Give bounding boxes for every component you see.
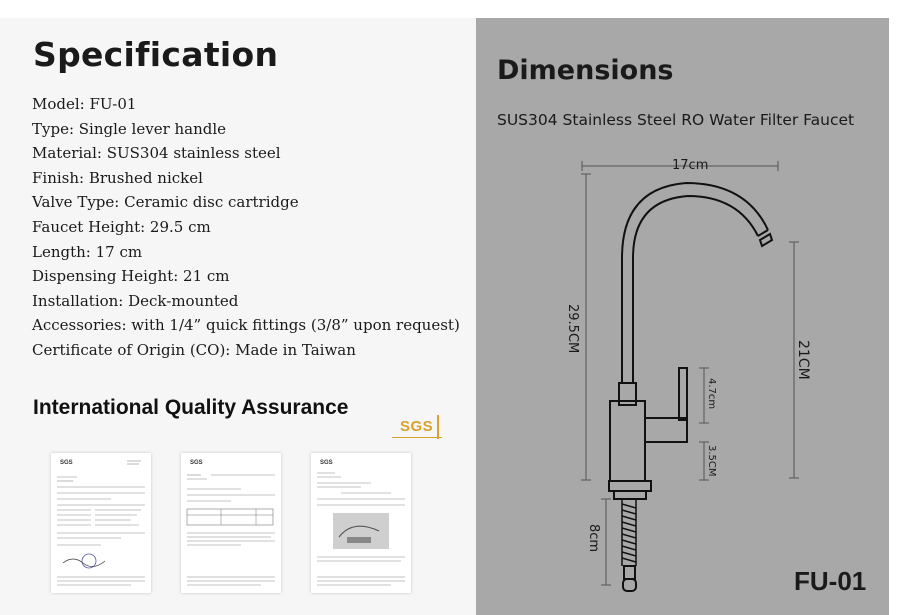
sgs-logo-text: SGS	[400, 418, 434, 435]
spec-item-faucet-height: Faucet Height: 29.5 cm	[32, 217, 211, 236]
spec-item-installation: Installation: Deck-mounted	[32, 291, 239, 310]
spec-item-material: Material: SUS304 stainless steel	[32, 144, 281, 163]
spec-item-dispensing-height: Dispensing Height: 21 cm	[32, 267, 230, 286]
handle-height-label: 4.7cm	[706, 378, 717, 410]
dimensions-title: Dimensions	[497, 55, 674, 86]
certificate-document-icon	[51, 453, 151, 593]
specification-title: Specification	[33, 35, 279, 74]
certificate-logo: SGS	[190, 460, 203, 466]
quality-assurance-title: International Quality Assurance	[33, 396, 349, 419]
length-label: 17cm	[672, 158, 709, 173]
spec-item-length: Length: 17 cm	[32, 242, 143, 261]
spec-item-valve-type: Valve Type: Ceramic disc cartridge	[32, 193, 299, 212]
certificate-thumbnail-2[interactable]	[181, 453, 281, 593]
spec-item-accessories: Accessories: with 1/4” quick fittings (3/8” upon request)	[32, 316, 460, 335]
certificate-thumbnail-3[interactable]	[311, 453, 411, 593]
shank-length-label: 8cm	[586, 524, 601, 553]
faucet-dimension-drawing	[476, 18, 889, 615]
dimensions-subtitle: SUS304 Stainless Steel RO Water Filter Faucet	[497, 111, 855, 129]
spout-height-label: 21CM	[795, 340, 811, 380]
base-height-label: 3.5CM	[706, 445, 717, 477]
spec-item-model: Model: FU-01	[32, 95, 137, 113]
certificate-thumbnail-1[interactable]	[51, 453, 151, 593]
certificate-logo: SGS	[60, 460, 73, 466]
spec-item-certificate-of-origin: Certificate of Origin (CO): Made in Taiwan	[32, 340, 356, 359]
specification-list	[32, 92, 460, 363]
certificate-document-icon	[311, 453, 411, 593]
model-code: FU-01	[794, 566, 867, 596]
spec-item-type: Type: Single lever handle	[32, 119, 227, 138]
spec-item-finish: Finish: Brushed nickel	[32, 168, 203, 187]
certificate-logo: SGS	[320, 460, 333, 466]
certificate-document-icon	[181, 453, 281, 593]
sgs-logo-icon	[400, 418, 442, 440]
height-label: 29.5CM	[565, 304, 580, 354]
